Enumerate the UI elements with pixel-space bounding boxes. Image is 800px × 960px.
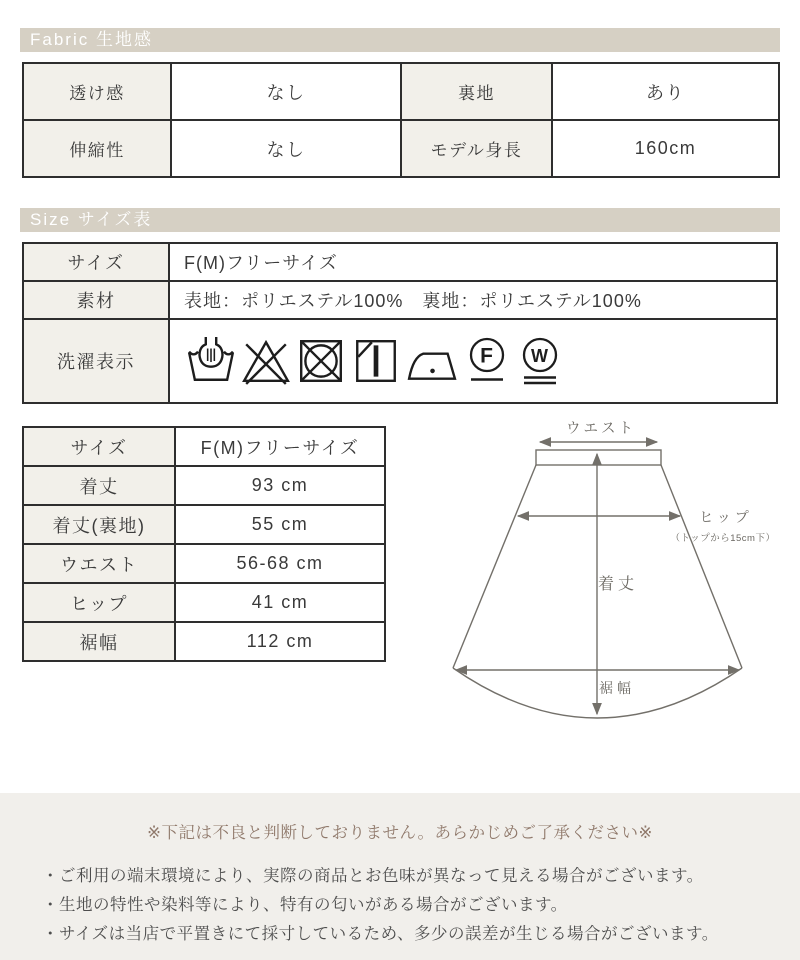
skirt-diagram [425, 412, 785, 747]
fabric-label-sheerness: 透け感 [23, 63, 171, 120]
notice-item: ・ご利用の端末環境により、実際の商品とお色味が異なって見える場合がございます。 [42, 867, 704, 885]
size-section-header: Size サイズ表 [20, 208, 780, 232]
meas-label-length: 着丈 [23, 466, 175, 505]
meas-value-length: 93 cm [175, 466, 385, 505]
svg-text:F: F [480, 344, 494, 368]
meas-value-hip: 41 cm [175, 583, 385, 622]
svg-text:W: W [531, 346, 549, 366]
measurements-table [22, 426, 386, 662]
meas-label-size: サイズ [23, 427, 175, 466]
meas-value-size: F(M)フリーサイズ [175, 427, 385, 466]
notice-item: ・生地の特性や染料等により、特有の匂いがある場合がございます。 [42, 896, 568, 914]
table-row [23, 120, 779, 177]
hem-width-label: 裾幅 [599, 680, 635, 696]
meas-value-hem-width: 112 cm [175, 622, 385, 661]
fabric-label-stretch: 伸縮性 [23, 120, 171, 177]
size-label-material: 素材 [23, 281, 169, 319]
length-label: 着丈 [597, 576, 639, 593]
table-row [23, 466, 385, 505]
meas-label-hem-width: 裾幅 [23, 622, 175, 661]
meas-value-lining-length: 55 cm [175, 505, 385, 544]
fabric-section-header: Fabric 生地感 [20, 28, 780, 52]
meas-label-lining-length: 着丈(裏地) [23, 505, 175, 544]
size-value-material: 表地：ポリエステル100% 裏地：ポリエステル100% [169, 281, 777, 319]
fabric-value-lining: あり [552, 63, 779, 120]
do-not-tumble-dry-icon [296, 336, 346, 386]
table-row [23, 243, 777, 281]
notice-title: ※下記は不良と判断しておりません。あらかじめご了承ください※ [147, 824, 653, 842]
table-row [23, 281, 777, 319]
do-not-bleach-icon [241, 336, 291, 386]
table-row [23, 63, 779, 120]
meas-label-hip: ヒップ [23, 583, 175, 622]
table-row [23, 583, 385, 622]
notice-section [0, 793, 800, 960]
skirt-outline-right [661, 465, 742, 668]
dry-clean-f-icon [463, 335, 511, 387]
table-row [23, 505, 385, 544]
skirt-waistband [536, 450, 661, 465]
fabric-table [22, 62, 780, 178]
notice-item: ・サイズは当店で平置きにて採寸しているため、多少の誤差が生じる場合がございます。 [42, 925, 719, 943]
waist-label: ウエスト [566, 421, 636, 437]
table-row [23, 319, 777, 403]
table-row [23, 544, 385, 583]
line-dry-in-shade-icon [351, 336, 401, 386]
skirt-outline-left [453, 465, 536, 668]
table-row [23, 622, 385, 661]
hip-label: ヒップ [699, 509, 753, 525]
hand-wash-icon [186, 336, 236, 386]
wet-clean-w-icon [516, 335, 564, 387]
iron-low-heat-icon [406, 336, 458, 386]
wash-care-symbols [184, 333, 776, 389]
meas-value-waist: 56-68 cm [175, 544, 385, 583]
size-table [22, 242, 778, 404]
fabric-value-model-height: 160cm [552, 120, 779, 177]
hip-note-label: （トップから15cm下） [670, 533, 776, 544]
meas-label-waist: ウエスト [23, 544, 175, 583]
size-label-care: 洗濯表示 [23, 319, 169, 403]
fabric-label-lining: 裏地 [401, 63, 552, 120]
fabric-value-stretch: なし [171, 120, 401, 177]
fabric-value-sheerness: なし [171, 63, 401, 120]
size-label-size: サイズ [23, 243, 169, 281]
size-value-size: F(M)フリーサイズ [169, 243, 777, 281]
fabric-label-model-height: モデル身長 [401, 120, 552, 177]
table-row [23, 427, 385, 466]
notice-items [0, 862, 800, 949]
